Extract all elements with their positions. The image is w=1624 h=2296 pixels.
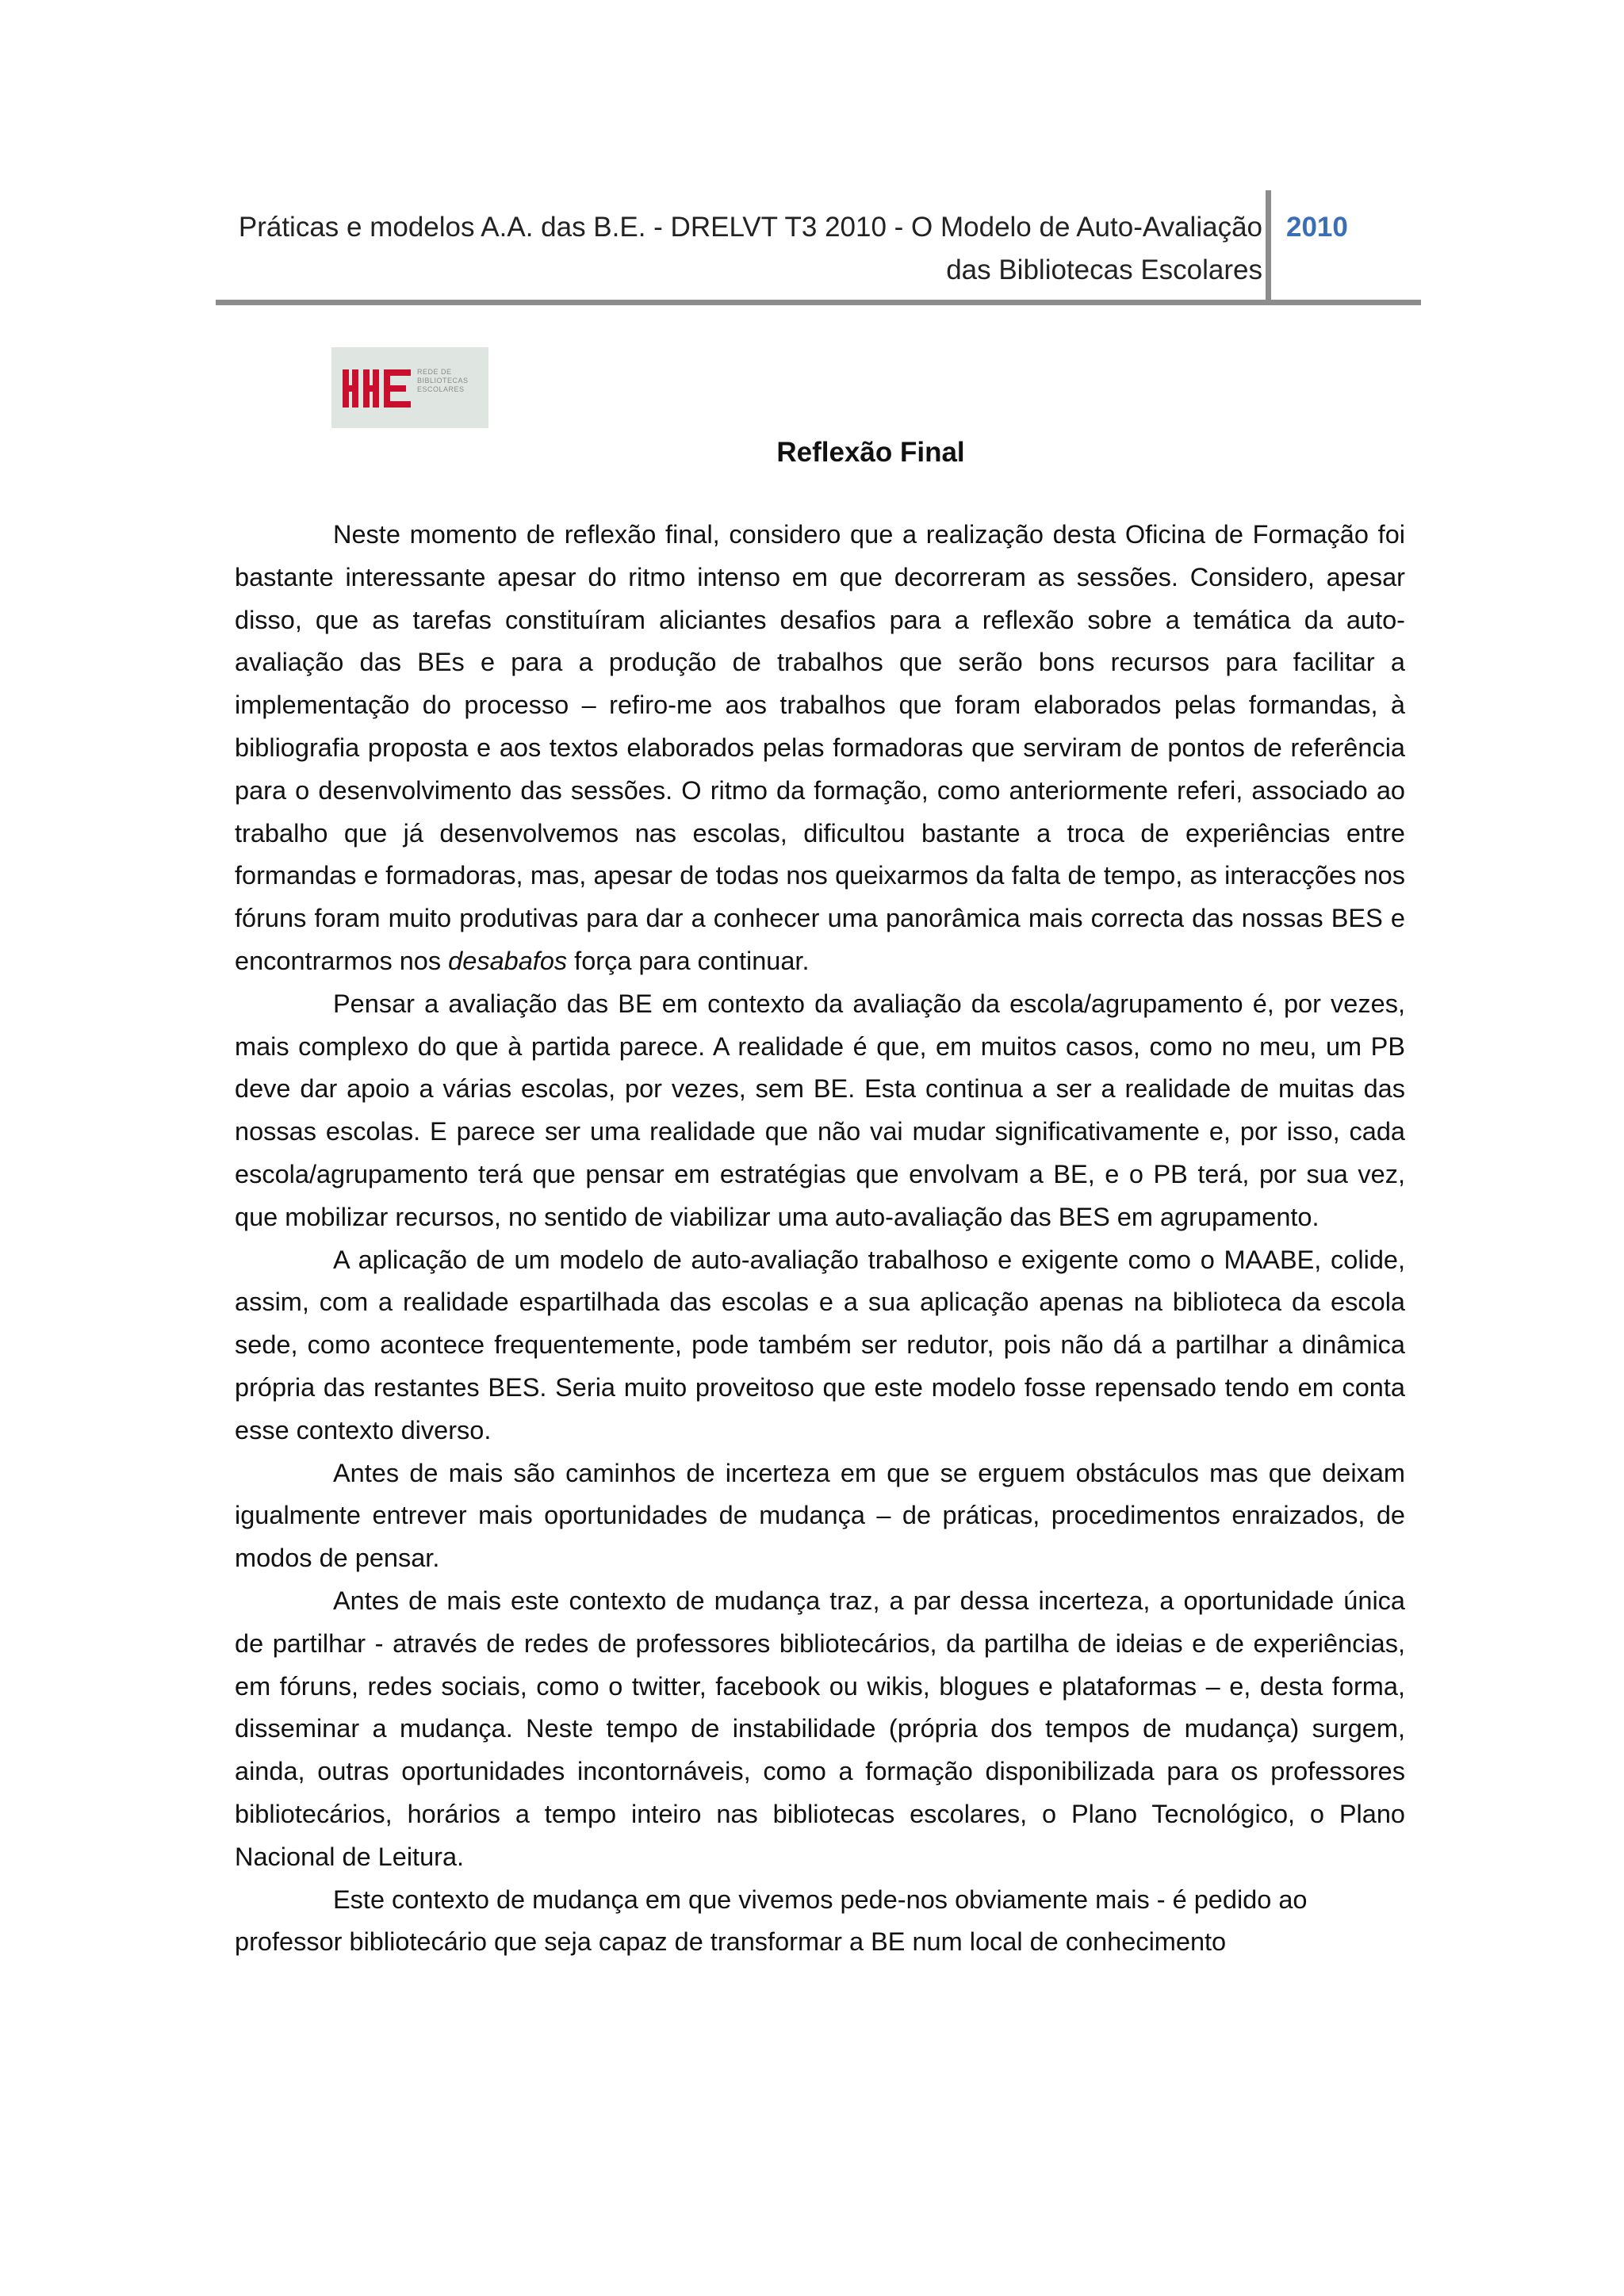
paragraph-6: Este contexto de mudança em que vivemos pede-nos obviamente mais - é pedido ao professor bibliotecário que seja capaz de transformar a BE num local de conhecimento <box>235 1885 1308 1957</box>
emphasis-desabafos: desabafos <box>448 946 568 975</box>
paragraph-4: Antes de mais são caminhos de incerteza em que se erguem obstáculos mas que deixam igualmente entrever mais oportunidades de mudança – de práticas, procedimentos enraizados, de modos de pensar. <box>235 1458 1405 1573</box>
paragraph-1: Neste momento de reflexão final, considero que a realização desta Oficina de Formação foi bastante interessante apesar do ritmo intenso em que decorreram as sessões. Considero, apesar disso, que as tarefas constituíram aliciantes desafios para a reflexão sobre a temática da auto-avaliação das BEs e para a produção de trabalhos que serão bons recursos para facilitar a implementação do processo – refiro-me aos trabalhos que foram elaborados pelas formandas, à bibliografia proposta e aos textos elaborados pelas formadoras que serviram de pontos de referência para o desenvolvimento das sessões. O ritmo da formação, como anteriormente referi, associado ao trabalho que já desenvolvemos nas escolas, dificultou bastante a troca de experiências entre formandas e formadoras, mas, apesar de todas nos queixarmos da falta de tempo, as interacções nos fóruns foram muito produtivas para dar a conhecer uma panorâmica mais correcta das nossas BES e encontrarmos nos desabafos força para continuar. <box>235 520 1405 975</box>
header-title <box>232 206 1262 292</box>
header-year: 2010 <box>1286 212 1348 243</box>
header-rule <box>216 300 1421 305</box>
header-title-line2: das Bibliotecas Escolares <box>946 254 1262 285</box>
rbe-logo-mark-icon <box>341 368 414 409</box>
page-header <box>216 190 1421 304</box>
document-title: Reflexão Final <box>776 437 965 468</box>
paragraph-5: Antes de mais este contexto de mudança traz, a par dessa incerteza, a oportunidade única de partilhar - através de redes de professores bibliotecários, da partilha de ideias e de experiências, em fóruns, redes sociais, como o twitter, facebook ou wikis, blogues e plataformas – e, desta forma, disseminar a mudança. Neste tempo de instabilidade (própria dos tempos de mudança) surgem, ainda, outras oportunidades incontornáveis, como a formação disponibilizada para os professores bibliotecários, horários a tempo inteiro nas bibliotecas escolares, o Plano Tecnológico, o Plano Nacional de Leitura. <box>235 1586 1405 1871</box>
rbe-logo-text: REDE DE BIBLIOTECAS ESCOLARES <box>417 368 469 393</box>
rbe-logo <box>331 347 488 428</box>
header-divider <box>1266 190 1271 300</box>
paragraph-3: A aplicação de um modelo de auto-avaliação trabalhoso e exigente como o MAABE, colide, assim, com a realidade espartilhada das escolas e a sua aplicação apenas na biblioteca da escola sede, como acontece frequentemente, pode também ser redutor, pois não dá a partilhar a dinâmica própria das restantes BES. Seria muito proveitoso que este modelo fosse repensado tendo em conta esse contexto diverso. <box>235 1245 1405 1445</box>
header-title-line1: Práticas e modelos A.A. das B.E. - DRELVT T3 2010 - O Modelo de Auto-Avaliação <box>238 212 1262 243</box>
document-body <box>235 514 1405 1964</box>
paragraph-2: Pensar a avaliação das BE em contexto da avaliação da escola/agrupamento é, por vezes, mais complexo do que à partida parece. A realidade é que, em muitos casos, como no meu, um PB deve dar apoio a várias escolas, por vezes, sem BE. Esta continua a ser a realidade de muitas das nossas escolas. E parece ser uma realidade que não vai mudar significativamente e, por isso, cada escola/agrupamento terá que pensar em estratégias que envolvam a BE, e o PB terá, por sua vez, que mobilizar recursos, no sentido de viabilizar uma auto-avaliação das BES em agrupamento. <box>235 989 1405 1231</box>
